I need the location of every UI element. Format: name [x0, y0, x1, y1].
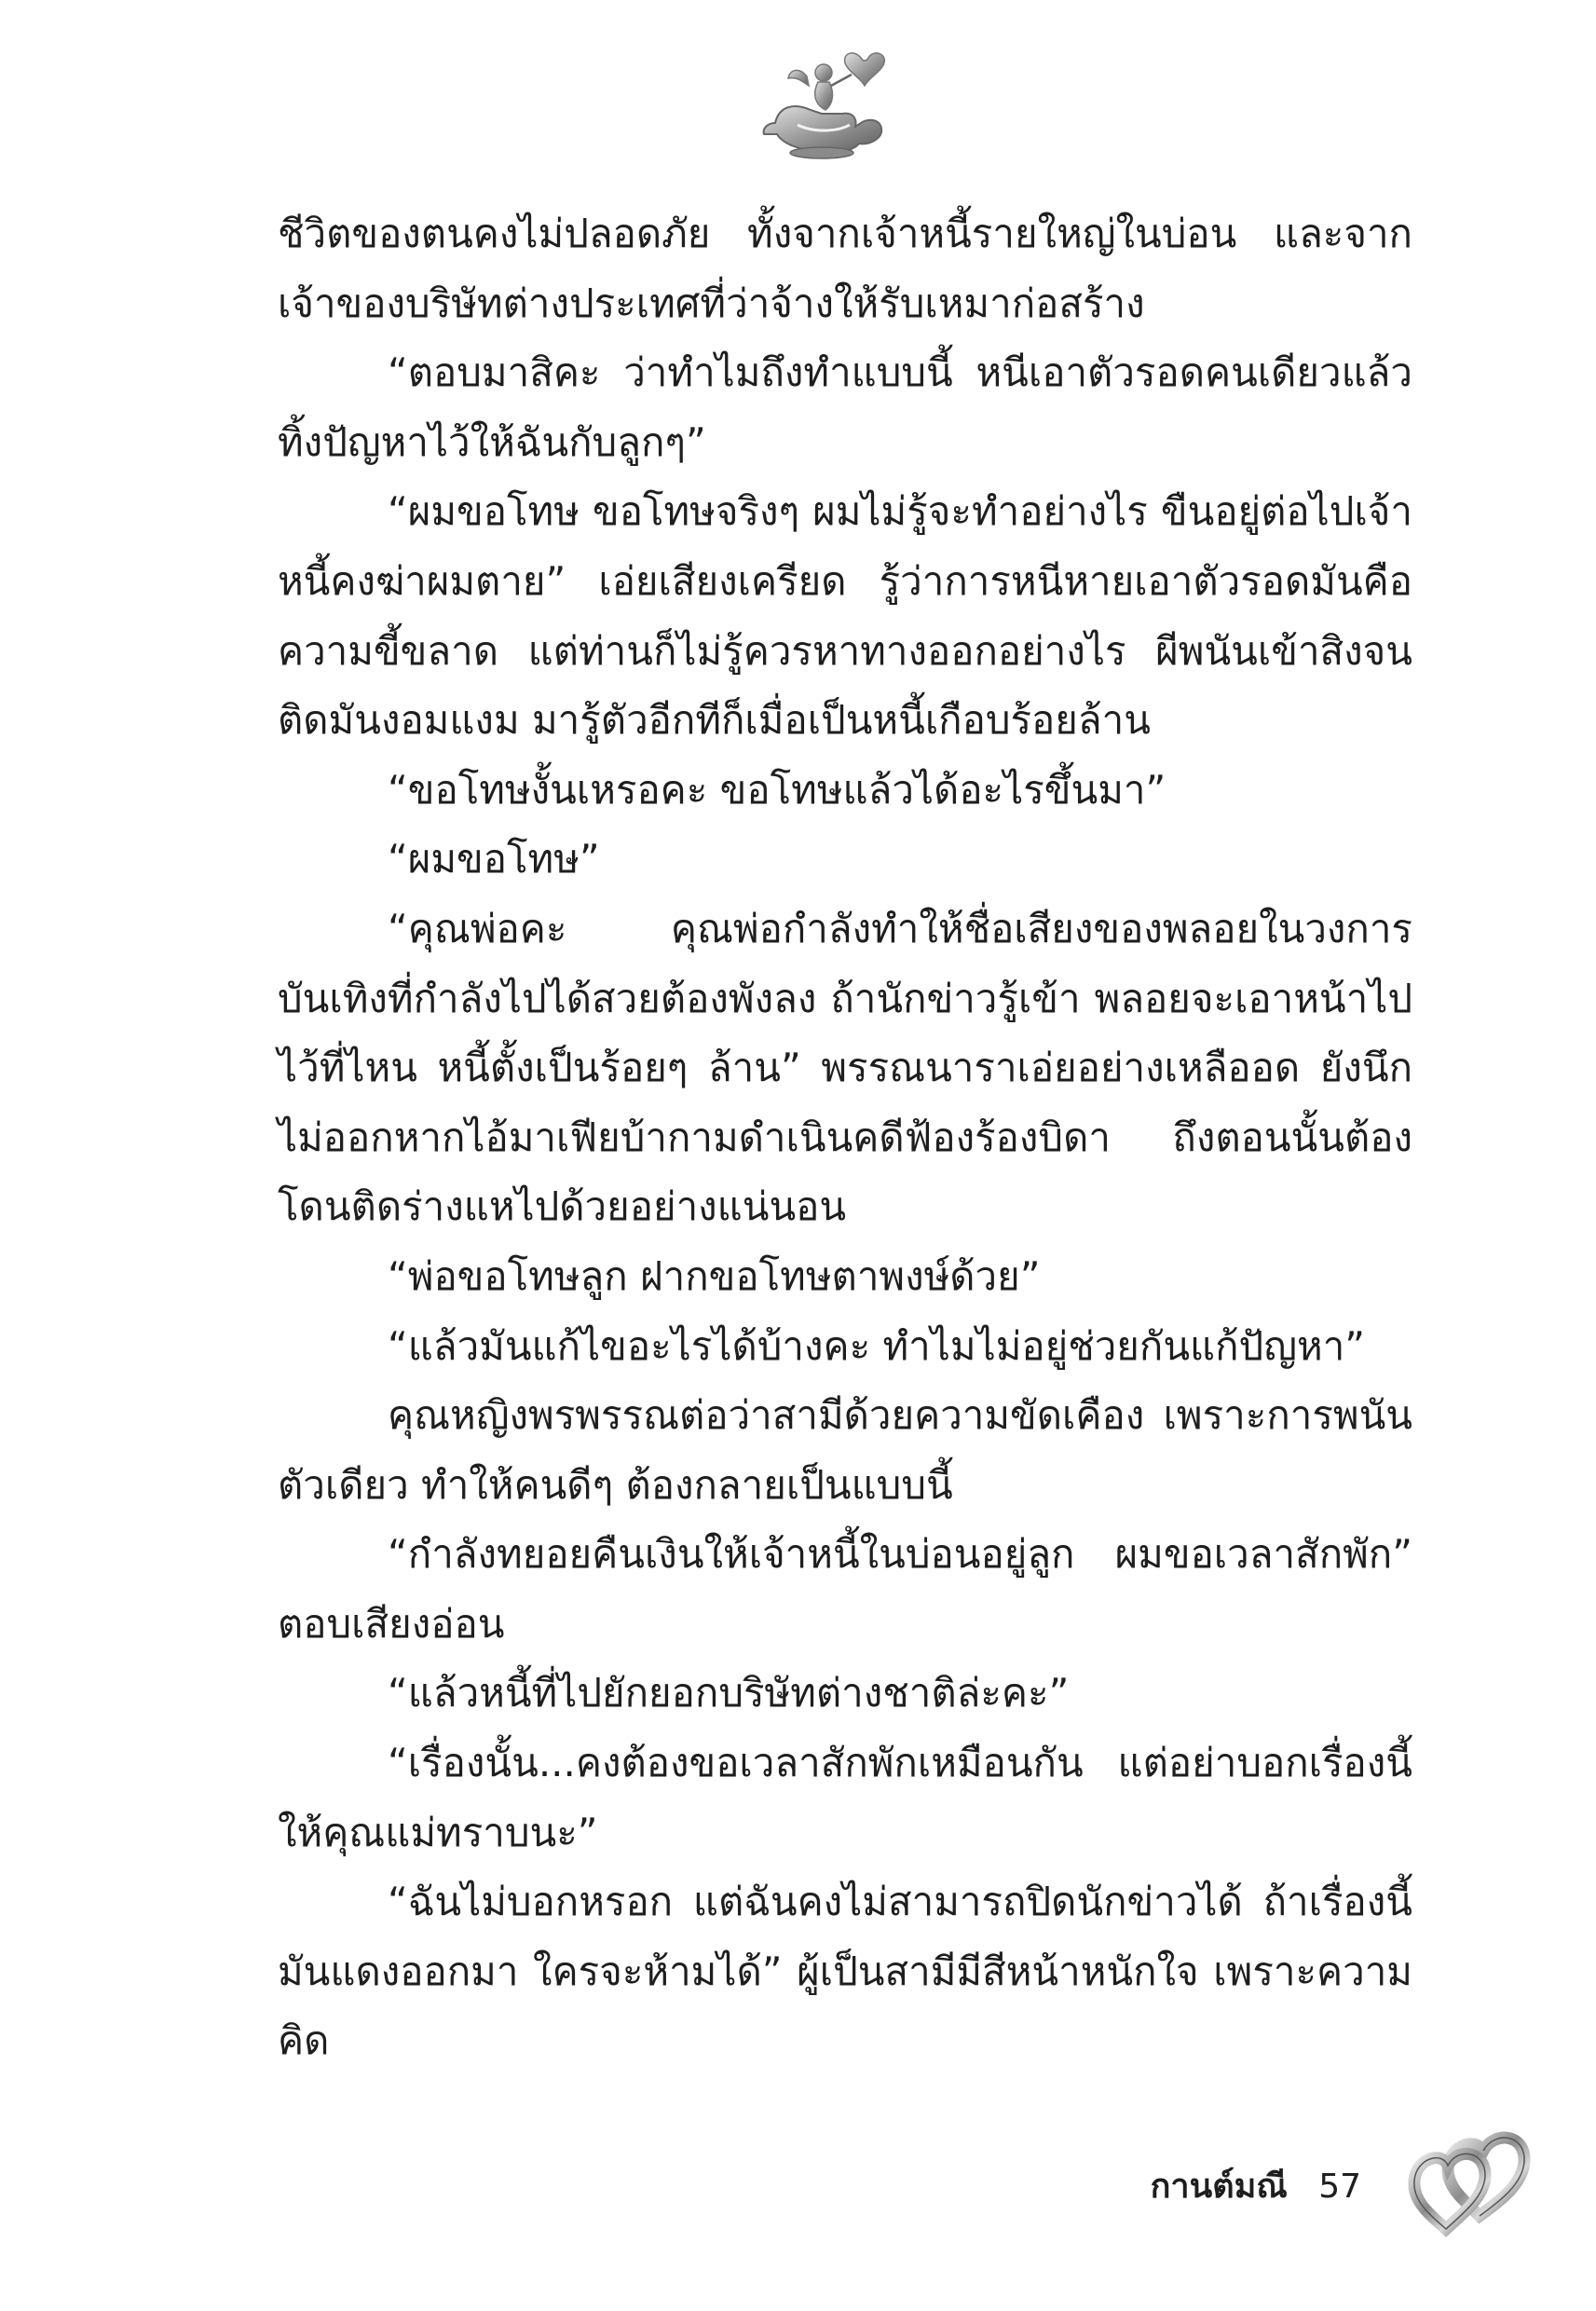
paragraph: “ขอโทษงั้นเหรอคะ ขอโทษแล้วได้อะไรขึ้นมา” [388, 766, 1166, 813]
paragraph: “ผมขอโทษ ขอโทษจริงๆ ผมไม่รู้จะทำอย่างไร ขืนอยู่ต่อไปเจ้าหนี้คงฆ่าผมตาย” เอ่ยเสียงเครียด รู้ว่าการหนีหายเอาตัวรอดมันคือความขี้ขลาด แต่ท่านก็ไม่รู้ควรหาทางออกอย่างไร ผีพนันเข้าสิงจนติดมันงอมแงม มารู้ตัวอีกทีก็เมื่อเป็นหนี้เกือบร้อยล้าน [278, 488, 1412, 744]
paragraph: คุณหญิงพรพรรณต่อว่าสามีด้วยความขัดเคือง เพราะการพนันตัวเดียว ทำให้คนดีๆ ต้องกลายเป็นแบบนี้ [278, 1392, 1412, 1508]
paragraph: “พ่อขอโทษลูก ฝากขอโทษตาพงษ์ด้วย” [388, 1252, 1041, 1299]
paragraph: “กำลังทยอยคืนเงินให้เจ้าหนี้ในบ่อนอยู่ลูก ผมขอเวลาสักพัก” ตอบเสียงอ่อน [278, 1531, 1412, 1647]
page-number: 57 [1318, 2167, 1361, 2206]
paragraph: “แล้วมันแก้ไขอะไรได้บ้างคะ ทำไมไม่อยู่ช่วยกันแก้ปัญหา” [388, 1322, 1366, 1369]
paragraph: “แล้วหนี้ที่ไปยักยอกบริษัทต่างชาติล่ะคะ” [388, 1670, 1070, 1716]
paragraph: “ตอบมาสิคะ ว่าทำไมถึงทำแบบนี้ หนีเอาตัวรอดคนเดียวแล้วทิ้งปัญหาไว้ให้ฉันกับลูกๆ” [278, 349, 1412, 465]
genie-lamp-cupid-heart-icon [757, 48, 896, 160]
paragraph: “ฉันไม่บอกหรอก แต่ฉันคงไม่สามารถปิดนักข่าวได้ ถ้าเรื่องนี้มันแดงออกมา ใครจะห้ามได้” ผู้เป็นสามีมีสีหน้าหนักใจ เพราะความคิด [278, 1879, 1412, 2064]
paragraph: “เรื่องนั้น...คงต้องขอเวลาสักพักเหมือนกัน แต่อย่าบอกเรื่องนี้ให้คุณแม่ทราบนะ” [278, 1740, 1412, 1855]
page-footer [1151, 2164, 1361, 2210]
body-text [278, 199, 1412, 2076]
paragraph: “ผมขอโทษ” [388, 836, 600, 882]
paragraph: ชีวิตของตนคงไม่ปลอดภัย ทั้งจากเจ้าหนี้รายใหญ่ในบ่อน และจากเจ้าของบริษัทต่างประเทศที่ว่าจ้างให้รับเหมาก่อสร้าง [278, 211, 1412, 326]
book-title: กานต์มณี [1150, 2167, 1288, 2206]
intertwined-hearts-icon [1405, 2123, 1532, 2240]
paragraph: “คุณพ่อคะ คุณพ่อกำลังทำให้ชื่อเสียงของพลอยในวงการบันเทิงที่กำลังไปได้สวยต้องพังลง ถ้านักข่าวรู้เข้า พลอยจะเอาหน้าไปไว้ที่ไหน หนี้ตั้งเป็นร้อยๆ ล้าน” พรรณนาราเอ่ยอย่างเหลืออด ยังนึกไม่ออกหากไอ้มาเฟียบ้ากามดำเนินคดีฟ้องร้องบิดา ถึงตอนนั้นต้องโดนติดร่างแหไปด้วยอย่างแน่นอน [278, 905, 1412, 1230]
